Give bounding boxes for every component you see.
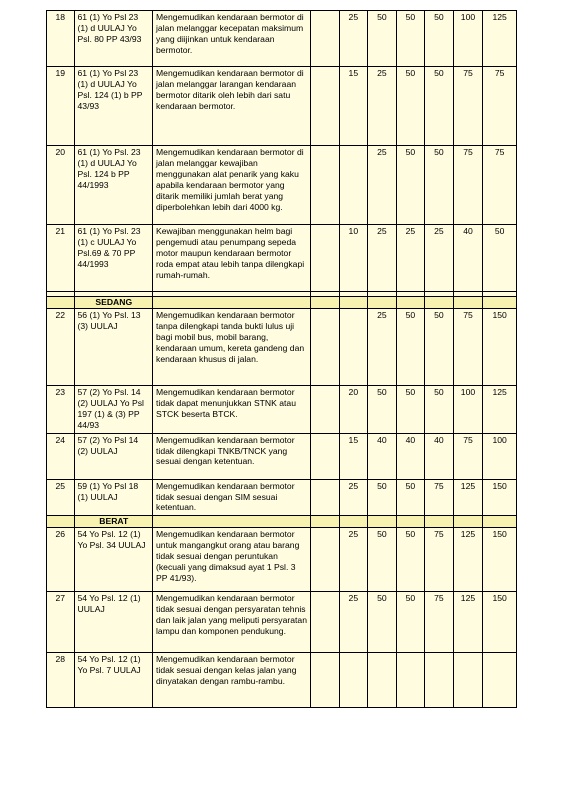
violation-description: Mengemudikan kendaraan bermotor tidak dapat menunjukkan STNK atau STCK beserta BTCK. xyxy=(153,386,311,434)
section-blank-cell xyxy=(453,297,483,309)
fine-value-cell: 25 xyxy=(368,225,397,292)
section-header-sedang xyxy=(47,297,517,309)
fine-value-cell: 75 xyxy=(425,592,454,653)
fine-value-cell xyxy=(368,653,397,708)
article-reference: 61 (1) Yo Psl. 23 (1) d UULAJ Yo Psl. 124 b PP 44/1993 xyxy=(74,146,153,225)
fine-value-cell xyxy=(311,592,340,653)
row-number: 22 xyxy=(47,309,75,386)
fine-value-cell: 40 xyxy=(425,433,454,479)
fine-value-cell: 100 xyxy=(453,11,483,67)
article-reference: 56 (1) Yo Psl. 13 (3) UULAJ xyxy=(74,309,153,386)
article-reference: 57 (2) Yo Psl 14 (2) UULAJ xyxy=(74,433,153,479)
section-header-berat xyxy=(47,516,517,528)
fine-value-cell: 150 xyxy=(483,592,517,653)
table-row xyxy=(47,386,517,434)
row-number: 23 xyxy=(47,386,75,434)
violation-description: Mengemudikan kendaraan bermotor di jalan melanggar kewajiban menggunakan alat penarik yang kaku apabila kendaraan bermotor yang ditarik memiliki jumlah berat yang diperbolehkan lebih dari 4000 kg. xyxy=(153,146,311,225)
fine-value-cell: 50 xyxy=(396,592,425,653)
fine-value-cell: 50 xyxy=(368,386,397,434)
violation-description: Mengemudikan kendaraan bermotor untuk mangangkut orang atau barang tidak sesuai dengan peruntukan (kecuali yang dimaksud ayat 1 Psl. 3 PP 41/93). xyxy=(153,528,311,592)
table-row xyxy=(47,225,517,292)
fine-value-cell: 75 xyxy=(453,309,483,386)
fine-value-cell: 50 xyxy=(368,592,397,653)
section-label: SEDANG xyxy=(74,297,153,309)
row-number: 27 xyxy=(47,592,75,653)
row-number: 20 xyxy=(47,146,75,225)
table-row xyxy=(47,653,517,708)
fine-value-cell: 125 xyxy=(483,11,517,67)
fine-value-cell: 40 xyxy=(453,225,483,292)
fine-value-cell: 150 xyxy=(483,528,517,592)
section-blank-cell xyxy=(396,297,425,309)
article-reference: 54 Yo Psl. 12 (1) UULAJ xyxy=(74,592,153,653)
fine-value-cell: 10 xyxy=(339,225,368,292)
fine-value-cell: 75 xyxy=(425,528,454,592)
section-blank-cell xyxy=(311,297,340,309)
fine-value-cell xyxy=(483,653,517,708)
fine-value-cell: 100 xyxy=(453,386,483,434)
table-row xyxy=(47,528,517,592)
row-number: 28 xyxy=(47,653,75,708)
section-blank-cell xyxy=(47,297,75,309)
article-reference: 61 (1) Yo Psl 23 (1) d UULAJ Yo Psl. 124 (1) b PP 43/93 xyxy=(74,67,153,146)
section-blank-cell xyxy=(339,516,368,528)
fine-value-cell xyxy=(311,479,340,516)
violation-description: Mengemudikan kendaraan bermotor tidak sesuai dengan persyaratan tehnis dan laik jalan yang meliputi persyaratan lampu dan komponen pendukung. xyxy=(153,592,311,653)
violation-description: Mengemudikan kendaraan bermotor tidak dilengkapi TNKB/TNCK yang sesuai dengan ketentuan. xyxy=(153,433,311,479)
fine-value-cell: 50 xyxy=(396,67,425,146)
section-blank-cell xyxy=(396,516,425,528)
fine-value-cell: 25 xyxy=(339,11,368,67)
section-blank-cell xyxy=(47,516,75,528)
fine-value-cell xyxy=(311,528,340,592)
table-row xyxy=(47,479,517,516)
fine-value-cell xyxy=(311,67,340,146)
section-blank-cell xyxy=(368,297,397,309)
row-number: 26 xyxy=(47,528,75,592)
fine-value-cell: 125 xyxy=(483,386,517,434)
fine-value-cell: 15 xyxy=(339,433,368,479)
article-reference: 54 Yo Psl. 12 (1) Yo Psl. 7 UULAJ xyxy=(74,653,153,708)
fine-value-cell: 50 xyxy=(483,225,517,292)
fine-value-cell: 25 xyxy=(339,528,368,592)
section-blank-cell xyxy=(425,516,454,528)
fine-value-cell: 125 xyxy=(453,592,483,653)
fine-value-cell xyxy=(311,146,340,225)
violation-description: Mengemudikan kendaraan bermotor di jalan melanggar larangan kendaraan bermotor ditarik oleh lebih dari satu kendaraan bermotor. xyxy=(153,67,311,146)
fine-value-cell: 75 xyxy=(483,146,517,225)
fine-value-cell: 75 xyxy=(425,479,454,516)
violation-description: Mengemudikan kendaraan bermotor tidak sesuai dengan kelas jalan yang dinyatakan dengan rambu-rambu. xyxy=(153,653,311,708)
row-number: 19 xyxy=(47,67,75,146)
section-blank-cell xyxy=(311,516,340,528)
fine-value-cell: 75 xyxy=(483,67,517,146)
fine-value-cell: 50 xyxy=(425,67,454,146)
fine-value-cell: 25 xyxy=(425,225,454,292)
fine-value-cell: 125 xyxy=(453,528,483,592)
section-blank-cell xyxy=(483,297,517,309)
fine-value-cell: 50 xyxy=(396,11,425,67)
section-label: BERAT xyxy=(74,516,153,528)
fine-value-cell xyxy=(339,653,368,708)
row-number: 21 xyxy=(47,225,75,292)
fine-value-cell: 25 xyxy=(368,67,397,146)
fine-value-cell: 125 xyxy=(453,479,483,516)
violation-description: Mengemudikan kendaraan bermotor tidak sesuai dengan SIM sesuai ketentuan. xyxy=(153,479,311,516)
fine-value-cell: 100 xyxy=(483,433,517,479)
fine-value-cell xyxy=(339,309,368,386)
table-row xyxy=(47,67,517,146)
row-number: 18 xyxy=(47,11,75,67)
fine-value-cell: 75 xyxy=(453,146,483,225)
document-page xyxy=(46,10,517,708)
fine-value-cell: 50 xyxy=(368,479,397,516)
section-blank-cell xyxy=(425,297,454,309)
article-reference: 61 (1) Yo Psl 23 (1) d UULAJ Yo Psl. 80 PP 43/93 xyxy=(74,11,153,67)
table-row xyxy=(47,11,517,67)
violation-description: Mengemudikan kendaraan bermotor tanpa dilengkapi tanda bukti lulus uji bagi mobil bus, mobil barang, kendaraan umum, kereta gandeng dan kendaraan khusus di jalan. xyxy=(153,309,311,386)
fine-value-cell xyxy=(311,386,340,434)
fine-value-cell: 50 xyxy=(396,528,425,592)
fine-value-cell xyxy=(311,653,340,708)
fine-value-cell: 25 xyxy=(339,479,368,516)
row-number: 24 xyxy=(47,433,75,479)
fine-value-cell xyxy=(396,653,425,708)
violation-fine-table xyxy=(46,10,517,708)
table-row xyxy=(47,433,517,479)
fine-value-cell xyxy=(425,653,454,708)
fine-value-cell: 50 xyxy=(425,386,454,434)
fine-value-cell: 50 xyxy=(368,528,397,592)
fine-value-cell xyxy=(311,433,340,479)
article-reference: 61 (1) Yo Psl. 23 (1) c UULAJ Yo Psl.69 & 70 PP 44/1993 xyxy=(74,225,153,292)
table-row xyxy=(47,146,517,225)
section-blank-cell xyxy=(153,297,311,309)
section-blank-cell xyxy=(368,516,397,528)
section-blank-cell xyxy=(453,516,483,528)
fine-value-cell: 40 xyxy=(396,433,425,479)
fine-value-cell xyxy=(339,146,368,225)
fine-value-cell: 50 xyxy=(425,11,454,67)
article-reference: 54 Yo Psl. 12 (1) Yo Psl. 34 UULAJ xyxy=(74,528,153,592)
section-blank-cell xyxy=(339,297,368,309)
fine-value-cell: 50 xyxy=(396,386,425,434)
fine-value-cell: 20 xyxy=(339,386,368,434)
fine-value-cell: 25 xyxy=(368,146,397,225)
fine-value-cell: 25 xyxy=(396,225,425,292)
fine-value-cell: 40 xyxy=(368,433,397,479)
fine-value-cell: 50 xyxy=(425,309,454,386)
fine-value-cell xyxy=(311,11,340,67)
fine-value-cell: 75 xyxy=(453,67,483,146)
fine-value-cell: 50 xyxy=(396,479,425,516)
fine-value-cell: 25 xyxy=(368,309,397,386)
fine-value-cell: 50 xyxy=(396,146,425,225)
fine-value-cell xyxy=(453,653,483,708)
row-number: 25 xyxy=(47,479,75,516)
fine-value-cell: 50 xyxy=(425,146,454,225)
fine-value-cell: 25 xyxy=(339,592,368,653)
section-blank-cell xyxy=(153,516,311,528)
fine-value-cell: 75 xyxy=(453,433,483,479)
fine-value-cell: 15 xyxy=(339,67,368,146)
article-reference: 59 (1) Yo Psl 18 (1) UULAJ xyxy=(74,479,153,516)
fine-value-cell: 50 xyxy=(368,11,397,67)
fine-value-cell: 150 xyxy=(483,309,517,386)
violation-description: Mengemudikan kendaraan bermotor di jalan melanggar kecepatan maksimum yang diijinkan untuk kendaraan bermotor. xyxy=(153,11,311,67)
table-row xyxy=(47,309,517,386)
violation-description: Kewajiban menggunakan helm bagi pengemudi atau penumpang sepeda motor maupun kendaraan bermotor roda empat atau lebih tanpa dilengkapi rumah-rumah. xyxy=(153,225,311,292)
fine-value-cell xyxy=(311,225,340,292)
section-blank-cell xyxy=(483,516,517,528)
fine-value-cell xyxy=(311,309,340,386)
article-reference: 57 (2) Yo Psl. 14 (2) UULAJ Yo Psl 197 (1) & (3) PP 44/93 xyxy=(74,386,153,434)
fine-value-cell: 50 xyxy=(396,309,425,386)
fine-value-cell: 150 xyxy=(483,479,517,516)
table-row xyxy=(47,592,517,653)
